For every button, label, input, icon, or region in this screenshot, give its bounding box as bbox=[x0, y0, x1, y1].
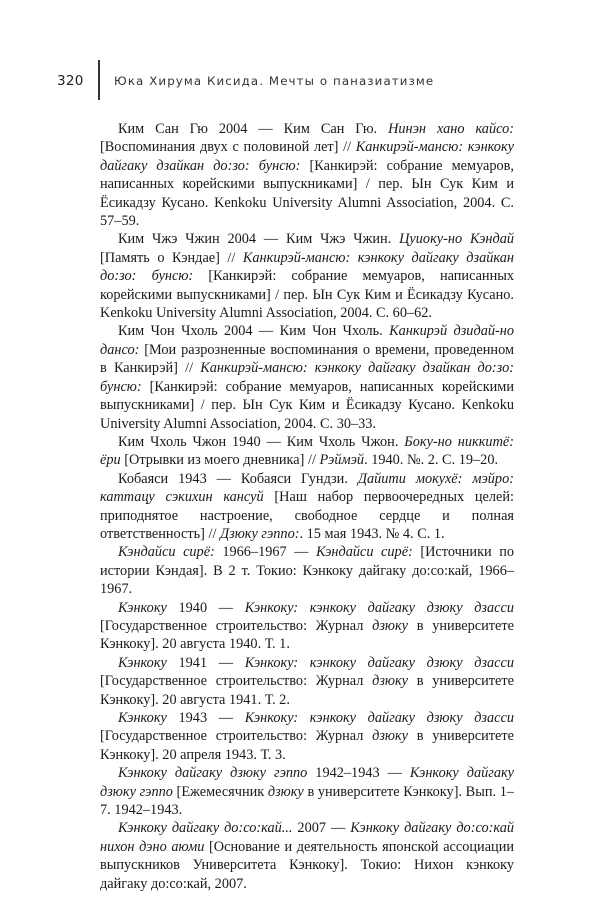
bibliography-entry bbox=[100, 433, 514, 470]
header-divider bbox=[98, 60, 100, 100]
entry-italic-text: Кэнкоку: кэнкоку дайгаку дзюку дзасси bbox=[244, 599, 514, 616]
bibliography-entry bbox=[100, 654, 514, 709]
entry-italic-text: Канкирэй-мансю: кэнкоку дайгаку дзайкан до:зо: бунсю: bbox=[100, 249, 514, 285]
entry-italic-text: Кэнкоку bbox=[118, 710, 167, 726]
entry-italic-text: дзюку bbox=[372, 728, 409, 745]
entry-italic-text: Нинэн хано кайсо: bbox=[388, 121, 514, 137]
entry-text: [Канкирэй: собрание мемуаров, написанных корейскими выпускниками] / пер. Ын Сук Ким и Ёсикадзу Кусано. Kenkoku University Alumni Association, 2004. С. 60–62. bbox=[100, 268, 514, 322]
entry-text: 1941 — bbox=[166, 654, 245, 671]
entry-text: Кобаяси 1943 — Кобаяси Гундзи. bbox=[118, 470, 358, 487]
entry-text: [Государственное строительство: Журнал bbox=[100, 673, 373, 690]
entry-text: . 15 мая 1943. № 4. С. 1. bbox=[299, 525, 445, 542]
entry-text: 1942–1943 — bbox=[307, 765, 410, 782]
entry-italic-text: Боку-но никкитё: ёри bbox=[100, 433, 514, 469]
entry-text: [Государственное строительство: Журнал bbox=[100, 617, 373, 634]
bibliography-entry bbox=[100, 709, 514, 764]
entry-text: в университете Кэнкоку]. 20 августа 1941. Т. 2. bbox=[100, 673, 514, 708]
entry-text: [Канкирэй: собрание мемуаров, написанных корейскими выпускниками] / пер. Ын Сук Ким и Ёсикадзу Кусано. Kenkoku University Alumni Association, 2004. С. 30–33. bbox=[100, 378, 514, 432]
entry-italic-text: Кэнкоку: кэнкоку дайгаку дзюку дзасси bbox=[244, 654, 514, 671]
bibliography-list bbox=[100, 120, 514, 893]
entry-italic-text: Кэнкоку дайгаку до:со:кай... bbox=[118, 820, 293, 837]
bibliography-entry bbox=[100, 599, 514, 654]
entry-italic-text: Дайити мокухё: мэйро: каттацу сэкихин кансуй bbox=[100, 470, 514, 506]
entry-italic-text: Кэнкоку дайгаку дзюку гэппо bbox=[100, 765, 515, 800]
entry-text: Ким Сан Гю 2004 — Ким Сан Гю. bbox=[118, 121, 389, 137]
entry-text: [Отрывки из моего дневника] // bbox=[120, 452, 320, 469]
entry-text: в университете Кэнкоку]. Вып. 1–7. 1942–1943. bbox=[100, 783, 514, 819]
entry-italic-text: Кэнкоку дайгаку до:со:кай нихон дэно аюми bbox=[100, 820, 514, 855]
entry-text: 2007 — bbox=[292, 820, 351, 837]
entry-text: в университете Кэнкоку]. 20 апреля 1943. Т. 3. bbox=[100, 728, 514, 763]
page-number: 320 bbox=[57, 73, 84, 89]
entry-italic-text: Кэнкоку дайгаку дзюку гэппо bbox=[118, 765, 308, 782]
entry-italic-text: Кэндайси сирё: bbox=[118, 544, 223, 561]
entry-italic-text: Цуиоку-но Кэндай bbox=[399, 231, 515, 248]
entry-text: 1966–1967 — bbox=[222, 544, 316, 561]
entry-text: [Ежемесячник bbox=[172, 783, 268, 800]
entry-italic-text: Кэндайси сирё: bbox=[315, 544, 413, 561]
entry-italic-text: Кэнкоку: кэнкоку дайгаку дзюку дзасси bbox=[244, 710, 514, 726]
bibliography-entry bbox=[100, 230, 514, 322]
entry-italic-text: Дзюку гэппо: bbox=[220, 525, 300, 542]
entry-text: Ким Чон Чхоль 2004 — Ким Чон Чхоль. bbox=[118, 323, 390, 340]
entry-italic-text: Кэнкоку bbox=[118, 599, 167, 616]
bibliography-entry bbox=[100, 322, 514, 432]
entry-text: [Память о Кэндае] // bbox=[100, 249, 243, 266]
entry-text: [Воспоминания двух с половиной лет] // bbox=[100, 139, 356, 156]
entry-text: Ким Чхоль Чжон 1940 — Ким Чхоль Чжон. bbox=[118, 433, 405, 450]
entry-text: [Мои разрозненные воспоминания о времени, проведенном в Канкирэй] // bbox=[100, 341, 514, 377]
bibliography-entry bbox=[100, 764, 514, 819]
entry-italic-text: дзюку bbox=[372, 617, 409, 634]
entry-italic-text: Канкирэй-мансю: кэнкоку дайгаку дзайкан до:зо: бунсю: bbox=[100, 360, 514, 395]
bibliography-entry bbox=[100, 470, 514, 544]
entry-text: . 1940. №. 2. С. 19–20. bbox=[364, 452, 499, 469]
entry-text: [Наш набор первоочередных целей: приподнятое настроение, свободное сердце и полная ответственность] // bbox=[100, 489, 515, 542]
entry-text: [Государственное строительство: Журнал bbox=[100, 728, 373, 745]
page-header bbox=[57, 60, 537, 100]
entry-text: Ким Чжэ Чжин 2004 — Ким Чжэ Чжин. bbox=[118, 231, 400, 248]
bibliography-entry bbox=[100, 819, 514, 893]
entry-italic-text: дзюку bbox=[372, 673, 409, 690]
entry-italic-text: Канкирэй дзидай-но дансо: bbox=[100, 323, 514, 358]
entry-italic-text: Кэнкоку bbox=[118, 654, 167, 671]
running-title: Юка Хирума Кисида. Мечты о паназиатизме bbox=[114, 74, 435, 88]
entry-italic-text: Рэймэй bbox=[319, 452, 365, 469]
entry-italic-text: Канкирэй-мансю: кэнкоку дайгаку дзайкан до:зо: бунсю: bbox=[100, 139, 514, 174]
entry-text: [Источники по истории Кэндая]. В 2 т. Токио: Кэнкоку дайгаку до:со:кай, 1966–1967. bbox=[100, 544, 514, 598]
entry-text: 1943 — bbox=[166, 710, 245, 726]
entry-text: 1940 — bbox=[166, 599, 245, 616]
bibliography-entry bbox=[100, 543, 514, 598]
entry-text: [Основание и деятельность японской ассоциации выпускников Университета Кэнкоку]. Токио: Нихон кэнкоку дайгаку до:со:кай, 2007. bbox=[100, 838, 514, 892]
bibliography-entry bbox=[100, 120, 514, 230]
entry-italic-text: дзюку bbox=[267, 783, 304, 800]
entry-text: [Канкирэй: собрание мемуаров, написанных корейскими выпускниками] / пер. Ын Сук Ким и Ёсикадзу Кусано. Kenkoku University Alumni Association, 2004. С. 57–59. bbox=[100, 157, 515, 230]
entry-text: в университете Кэнкоку]. 20 августа 1940. Т. 1. bbox=[100, 617, 514, 653]
